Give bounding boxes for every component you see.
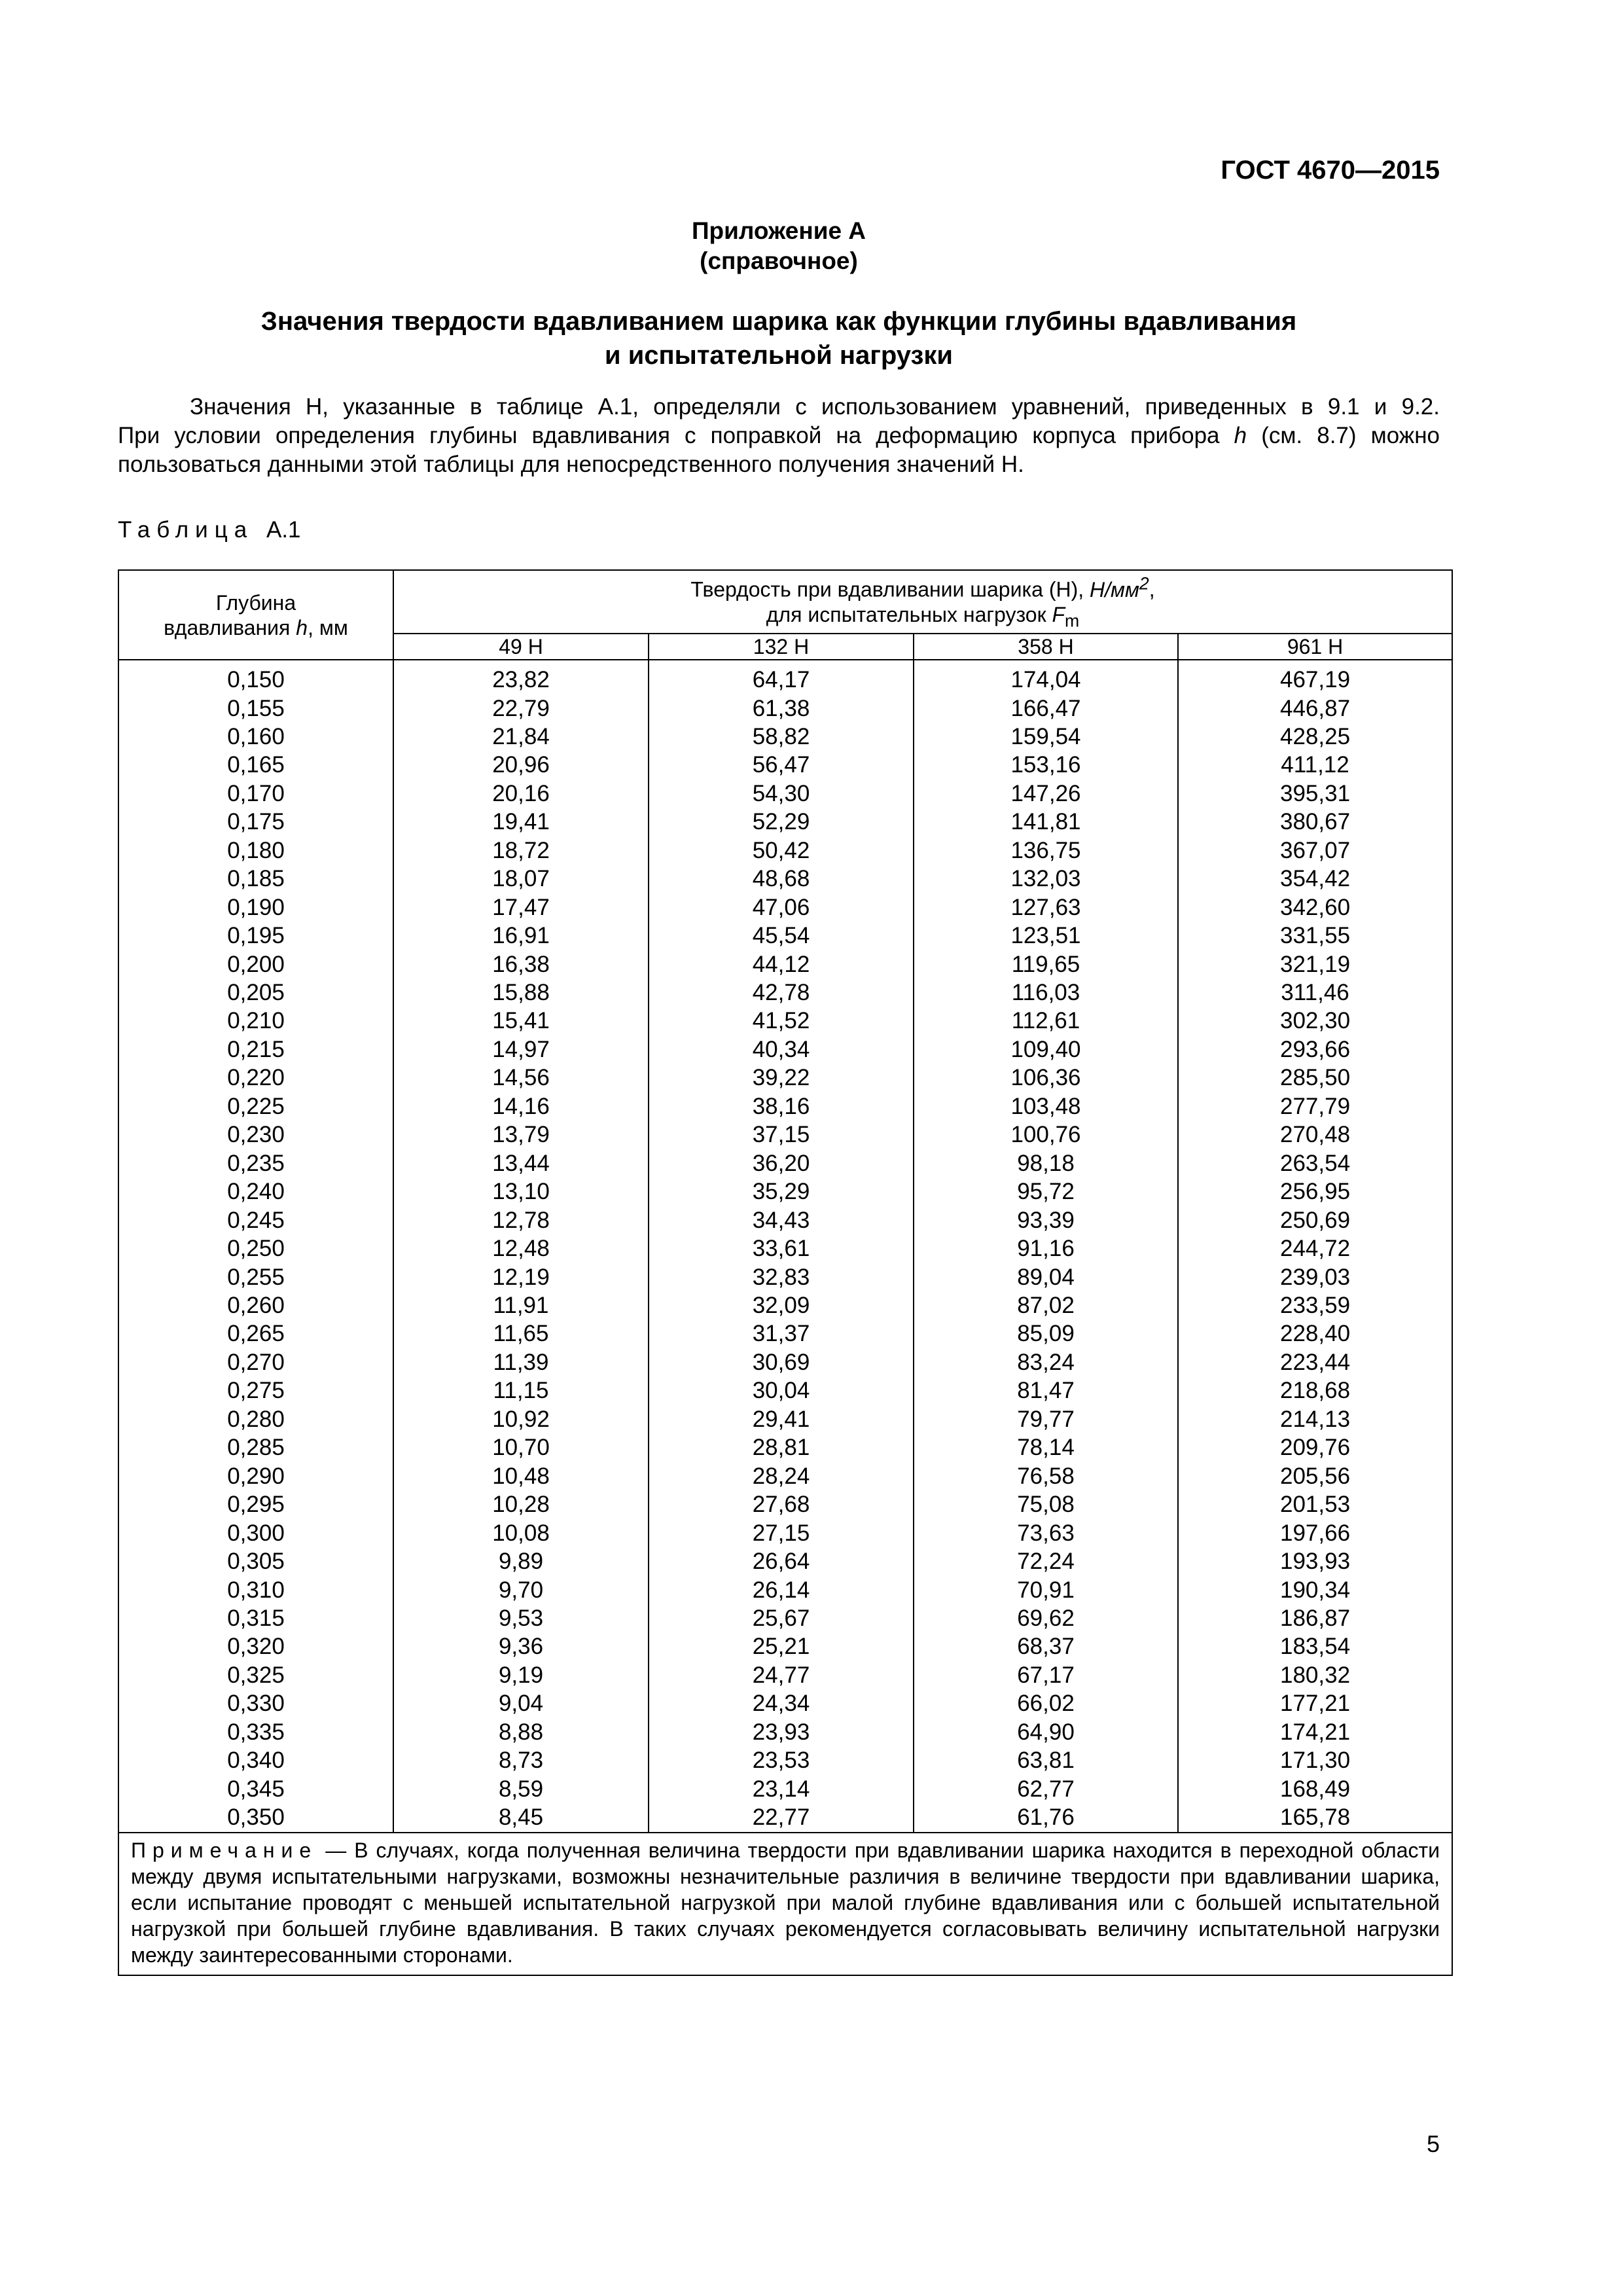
hardness-cell: 14,97	[393, 1035, 649, 1064]
hardness-cell: 159,54	[914, 723, 1178, 751]
table-row	[118, 1490, 1452, 1518]
hardness-cell: 38,16	[649, 1092, 914, 1121]
depth-cell: 0,265	[118, 1319, 393, 1348]
hardness-cell: 10,08	[393, 1519, 649, 1547]
hardness-cell: 33,61	[649, 1234, 914, 1263]
hardness-cell: 87,02	[914, 1291, 1178, 1319]
hardness-cell: 14,56	[393, 1064, 649, 1092]
hardness-cell: 214,13	[1178, 1405, 1452, 1433]
depth-cell: 0,165	[118, 751, 393, 779]
intro-paragraph	[118, 393, 1440, 479]
hardness-cell: 171,30	[1178, 1746, 1452, 1774]
depth-cell: 0,305	[118, 1547, 393, 1575]
intro-line-2	[118, 422, 1440, 450]
depth-cell: 0,175	[118, 808, 393, 836]
hardness-header-unit	[1090, 573, 1149, 601]
hardness-cell: 15,41	[393, 1007, 649, 1035]
table-row	[118, 1405, 1452, 1433]
hardness-cell: 228,40	[1178, 1319, 1452, 1348]
hardness-cell: 223,44	[1178, 1348, 1452, 1376]
hardness-cell: 168,49	[1178, 1775, 1452, 1803]
intro-line-2-start: При условии определения глубины вдавливания с поправкой на деформацию корпуса прибора	[118, 423, 1234, 448]
hardness-cell: 68,37	[914, 1632, 1178, 1660]
hardness-cell: 18,07	[393, 865, 649, 893]
depth-cell: 0,180	[118, 836, 393, 865]
hardness-cell: 15,88	[393, 978, 649, 1007]
hardness-cell: 72,24	[914, 1547, 1178, 1575]
hardness-cell: 17,47	[393, 893, 649, 922]
note-label: Примечание	[131, 1838, 318, 1862]
hardness-cell: 47,06	[649, 893, 914, 922]
hardness-cell: 16,38	[393, 950, 649, 978]
hardness-group-header	[393, 570, 1452, 634]
hardness-cell: 36,20	[649, 1149, 914, 1177]
hardness-cell: 78,14	[914, 1433, 1178, 1462]
table-row	[118, 1661, 1452, 1689]
hardness-cell: 166,47	[914, 694, 1178, 723]
table-row	[118, 1519, 1452, 1547]
table-row	[118, 1092, 1452, 1121]
hardness-cell: 103,48	[914, 1092, 1178, 1121]
hardness-cell: 186,87	[1178, 1604, 1452, 1632]
depth-cell: 0,320	[118, 1632, 393, 1660]
hardness-cell: 67,17	[914, 1661, 1178, 1689]
hardness-cell: 34,43	[649, 1206, 914, 1234]
table-row	[118, 950, 1452, 978]
hardness-cell: 193,93	[1178, 1547, 1452, 1575]
hardness-cell: 62,77	[914, 1775, 1178, 1803]
hardness-cell: 165,78	[1178, 1803, 1452, 1832]
table-row	[118, 1263, 1452, 1291]
table-caption-number: А.1	[266, 517, 301, 543]
hardness-cell: 93,39	[914, 1206, 1178, 1234]
table-row	[118, 865, 1452, 893]
hardness-cell: 13,44	[393, 1149, 649, 1177]
hardness-cell: 23,14	[649, 1775, 914, 1803]
table-row	[118, 1035, 1452, 1064]
load-header-subscript: m	[1065, 611, 1080, 631]
hardness-cell: 23,53	[649, 1746, 914, 1774]
depth-cell: 0,235	[118, 1149, 393, 1177]
table-row	[118, 1547, 1452, 1575]
hardness-cell: 180,32	[1178, 1661, 1452, 1689]
hardness-cell: 89,04	[914, 1263, 1178, 1291]
depth-cell: 0,340	[118, 1746, 393, 1774]
table-row	[118, 1121, 1452, 1149]
hardness-cell: 66,02	[914, 1689, 1178, 1717]
table-row	[118, 694, 1452, 723]
hardness-cell: 73,63	[914, 1519, 1178, 1547]
depth-cell: 0,250	[118, 1234, 393, 1263]
hardness-cell: 98,18	[914, 1149, 1178, 1177]
depth-cell: 0,160	[118, 723, 393, 751]
hardness-cell: 81,47	[914, 1376, 1178, 1405]
hardness-cell: 95,72	[914, 1177, 1178, 1206]
table-row	[118, 660, 1452, 694]
hardness-header-text: Твердость при вдавливании шарика (H),	[690, 577, 1090, 601]
hardness-cell: 9,19	[393, 1661, 649, 1689]
load-column-49: 49 Н	[393, 634, 649, 660]
depth-cell: 0,240	[118, 1177, 393, 1206]
hardness-cell: 380,67	[1178, 808, 1452, 836]
hardness-cell: 25,21	[649, 1632, 914, 1660]
hardness-cell: 250,69	[1178, 1206, 1452, 1234]
table-row	[118, 1689, 1452, 1717]
hardness-cell: 48,68	[649, 865, 914, 893]
hardness-cell: 32,09	[649, 1291, 914, 1319]
hardness-cell: 112,61	[914, 1007, 1178, 1035]
depth-header-line-1: Глубина	[215, 590, 296, 615]
hardness-cell: 183,54	[1178, 1632, 1452, 1660]
hardness-cell: 70,91	[914, 1576, 1178, 1604]
depth-cell: 0,290	[118, 1462, 393, 1490]
hardness-cell: 56,47	[649, 751, 914, 779]
hardness-cell: 10,92	[393, 1405, 649, 1433]
hardness-cell: 321,19	[1178, 950, 1452, 978]
hardness-cell: 26,64	[649, 1547, 914, 1575]
hardness-table	[118, 569, 1453, 1976]
hardness-cell: 16,91	[393, 922, 649, 950]
hardness-cell: 218,68	[1178, 1376, 1452, 1405]
hardness-cell: 106,36	[914, 1064, 1178, 1092]
depth-cell: 0,220	[118, 1064, 393, 1092]
hardness-cell: 26,14	[649, 1576, 914, 1604]
hardness-cell: 8,88	[393, 1718, 649, 1746]
hardness-cell: 85,09	[914, 1319, 1178, 1348]
table-row	[118, 1007, 1452, 1035]
depth-cell: 0,195	[118, 922, 393, 950]
depth-cell: 0,185	[118, 865, 393, 893]
hardness-cell: 28,81	[649, 1433, 914, 1462]
load-header-f-symbol: F	[1052, 602, 1065, 626]
depth-cell: 0,300	[118, 1519, 393, 1547]
hardness-cell: 39,22	[649, 1064, 914, 1092]
hardness-cell: 52,29	[649, 808, 914, 836]
intro-line-2-end: (см. 8.7) можно	[1247, 423, 1440, 448]
hardness-cell: 58,82	[649, 723, 914, 751]
hardness-cell: 331,55	[1178, 922, 1452, 950]
table-caption	[118, 514, 301, 547]
table-row	[118, 1803, 1452, 1832]
depth-cell: 0,335	[118, 1718, 393, 1746]
hardness-cell: 205,56	[1178, 1462, 1452, 1490]
hardness-unit-superscript: 2	[1139, 573, 1149, 593]
table-body	[118, 660, 1452, 1833]
load-column-961: 961 Н	[1178, 634, 1452, 660]
hardness-cell: 354,42	[1178, 865, 1452, 893]
hardness-cell: 40,34	[649, 1035, 914, 1064]
table-row	[118, 751, 1452, 779]
table-caption-word: Таблица	[118, 517, 254, 543]
hardness-cell: 367,07	[1178, 836, 1452, 865]
hardness-header-line-2	[394, 602, 1452, 633]
hardness-cell: 75,08	[914, 1490, 1178, 1518]
table-row	[118, 1718, 1452, 1746]
depth-cell: 0,275	[118, 1376, 393, 1405]
hardness-cell: 25,67	[649, 1604, 914, 1632]
hardness-cell: 270,48	[1178, 1121, 1452, 1149]
table-row	[118, 1177, 1452, 1206]
hardness-cell: 174,21	[1178, 1718, 1452, 1746]
table-row	[118, 808, 1452, 836]
section-title-line-2: и испытательной нагрузки	[604, 341, 953, 370]
hardness-cell: 12,48	[393, 1234, 649, 1263]
hardness-cell: 27,15	[649, 1519, 914, 1547]
hardness-cell: 9,04	[393, 1689, 649, 1717]
hardness-cell: 127,63	[914, 893, 1178, 922]
hardness-cell: 8,59	[393, 1775, 649, 1803]
hardness-cell: 13,10	[393, 1177, 649, 1206]
hardness-cell: 132,03	[914, 865, 1178, 893]
appendix-title: Приложение А	[691, 217, 866, 244]
hardness-cell: 197,66	[1178, 1519, 1452, 1547]
hardness-cell: 19,41	[393, 808, 649, 836]
depth-cell: 0,230	[118, 1121, 393, 1149]
table-row	[118, 1462, 1452, 1490]
hardness-cell: 10,28	[393, 1490, 649, 1518]
depth-cell: 0,345	[118, 1775, 393, 1803]
hardness-cell: 190,34	[1178, 1576, 1452, 1604]
hardness-cell: 10,70	[393, 1433, 649, 1462]
table-row	[118, 1291, 1452, 1319]
hardness-cell: 30,69	[649, 1348, 914, 1376]
load-column-358: 358 Н	[914, 634, 1178, 660]
hardness-cell: 395,31	[1178, 780, 1452, 808]
depth-cell: 0,310	[118, 1576, 393, 1604]
hardness-header-line-1	[394, 571, 1452, 602]
hardness-cell: 23,82	[393, 660, 649, 694]
document-code: ГОСТ 4670—2015	[1221, 156, 1440, 185]
hardness-cell: 32,83	[649, 1263, 914, 1291]
section-title-line-1: Значения твердости вдавливанием шарика как функции глубины вдавливания	[260, 307, 1297, 336]
hardness-cell: 11,15	[393, 1376, 649, 1405]
hardness-cell: 233,59	[1178, 1291, 1452, 1319]
hardness-cell: 293,66	[1178, 1035, 1452, 1064]
hardness-cell: 201,53	[1178, 1490, 1452, 1518]
hardness-cell: 10,48	[393, 1462, 649, 1490]
hardness-cell: 22,77	[649, 1803, 914, 1832]
table-row	[118, 978, 1452, 1007]
hardness-cell: 91,16	[914, 1234, 1178, 1263]
hardness-cell: 9,53	[393, 1604, 649, 1632]
hardness-cell: 109,40	[914, 1035, 1178, 1064]
table-row	[118, 723, 1452, 751]
depth-cell: 0,315	[118, 1604, 393, 1632]
hardness-cell: 22,79	[393, 694, 649, 723]
hardness-cell: 244,72	[1178, 1234, 1452, 1263]
hardness-unit-text: Н/мм	[1090, 577, 1139, 601]
hardness-cell: 42,78	[649, 978, 914, 1007]
hardness-cell: 83,24	[914, 1348, 1178, 1376]
hardness-cell: 302,30	[1178, 1007, 1452, 1035]
note-text: — В случаях, когда полученная величина твердости при вдавливании шарика находится в переходной области между двумя испытательными нагрузками, возможны незначительные различия в величине твердости при вдавливании шарика, если испытание проводят с меньшей испытательной нагрузкой при малой глубине вдавливания или с большей испытательной нагрузкой при большей глубине вдавливания. В таких случаях рекомендуется согласовывать величину испытательной нагрузки между заинтересованными сторонами.	[131, 1838, 1440, 1967]
table-row	[118, 893, 1452, 922]
depth-header-text: вдавливания	[164, 615, 296, 639]
hardness-cell: 76,58	[914, 1462, 1178, 1490]
hardness-cell: 147,26	[914, 780, 1178, 808]
hardness-cell: 256,95	[1178, 1177, 1452, 1206]
depth-cell: 0,270	[118, 1348, 393, 1376]
hardness-cell: 44,12	[649, 950, 914, 978]
table-row	[118, 1775, 1452, 1803]
depth-cell: 0,205	[118, 978, 393, 1007]
table-row	[118, 1149, 1452, 1177]
hardness-cell: 285,50	[1178, 1064, 1452, 1092]
hardness-cell: 45,54	[649, 922, 914, 950]
depth-cell: 0,280	[118, 1405, 393, 1433]
hardness-cell: 30,04	[649, 1376, 914, 1405]
hardness-cell: 239,03	[1178, 1263, 1452, 1291]
hardness-cell: 119,65	[914, 950, 1178, 978]
hardness-cell: 411,12	[1178, 751, 1452, 779]
table-row	[118, 922, 1452, 950]
hardness-cell: 100,76	[914, 1121, 1178, 1149]
hardness-cell: 35,29	[649, 1177, 914, 1206]
table-row	[118, 836, 1452, 865]
depth-cell: 0,325	[118, 1661, 393, 1689]
hardness-cell: 12,19	[393, 1263, 649, 1291]
table-row	[118, 1746, 1452, 1774]
hardness-cell: 9,89	[393, 1547, 649, 1575]
table-row	[118, 780, 1452, 808]
hardness-cell: 14,16	[393, 1092, 649, 1121]
intro-line-3: пользоваться данными этой таблицы для непосредственного получения значений H.	[118, 452, 1024, 477]
intro-h-symbol: h	[1234, 423, 1247, 448]
hardness-cell: 54,30	[649, 780, 914, 808]
hardness-cell: 29,41	[649, 1405, 914, 1433]
depth-header-line-2	[119, 615, 393, 640]
page-number: 5	[1426, 2130, 1440, 2157]
hardness-cell: 18,72	[393, 836, 649, 865]
depth-cell: 0,150	[118, 660, 393, 694]
hardness-cell: 446,87	[1178, 694, 1452, 723]
hardness-cell: 61,38	[649, 694, 914, 723]
hardness-cell: 153,16	[914, 751, 1178, 779]
hardness-cell: 277,79	[1178, 1092, 1452, 1121]
depth-cell: 0,295	[118, 1490, 393, 1518]
table-row	[118, 1604, 1452, 1632]
hardness-cell: 37,15	[649, 1121, 914, 1149]
hardness-cell: 13,79	[393, 1121, 649, 1149]
appendix-heading	[0, 216, 1558, 276]
load-column-132: 132 Н	[649, 634, 914, 660]
hardness-cell: 24,77	[649, 1661, 914, 1689]
depth-cell: 0,210	[118, 1007, 393, 1035]
hardness-cell: 467,19	[1178, 660, 1452, 694]
depth-cell: 0,170	[118, 780, 393, 808]
hardness-cell: 28,24	[649, 1462, 914, 1490]
depth-cell: 0,190	[118, 893, 393, 922]
depth-cell: 0,215	[118, 1035, 393, 1064]
hardness-cell: 50,42	[649, 836, 914, 865]
table-row	[118, 1206, 1452, 1234]
depth-cell: 0,260	[118, 1291, 393, 1319]
hardness-cell: 63,81	[914, 1746, 1178, 1774]
hardness-cell: 174,04	[914, 660, 1178, 694]
hardness-cell: 9,36	[393, 1632, 649, 1660]
hardness-cell: 177,21	[1178, 1689, 1452, 1717]
hardness-cell: 11,39	[393, 1348, 649, 1376]
hardness-cell: 11,91	[393, 1291, 649, 1319]
table-row	[118, 1348, 1452, 1376]
hardness-cell: 64,17	[649, 660, 914, 694]
depth-cell: 0,330	[118, 1689, 393, 1717]
hardness-cell: 24,34	[649, 1689, 914, 1717]
hardness-header-comma: ,	[1149, 577, 1155, 601]
table-row	[118, 1376, 1452, 1405]
depth-cell: 0,155	[118, 694, 393, 723]
depth-header-unit: , мм	[308, 615, 348, 639]
hardness-cell: 342,60	[1178, 893, 1452, 922]
hardness-cell: 23,93	[649, 1718, 914, 1746]
hardness-cell: 141,81	[914, 808, 1178, 836]
table-row	[118, 1576, 1452, 1604]
load-header-text: для испытательных нагрузок	[766, 602, 1052, 626]
depth-cell: 0,225	[118, 1092, 393, 1121]
hardness-cell: 20,16	[393, 780, 649, 808]
hardness-cell: 69,62	[914, 1604, 1178, 1632]
hardness-cell: 8,73	[393, 1746, 649, 1774]
hardness-cell: 20,96	[393, 751, 649, 779]
hardness-cell: 8,45	[393, 1803, 649, 1832]
hardness-cell: 64,90	[914, 1718, 1178, 1746]
appendix-type: (справочное)	[700, 247, 858, 274]
hardness-cell: 428,25	[1178, 723, 1452, 751]
depth-cell: 0,245	[118, 1206, 393, 1234]
hardness-cell: 263,54	[1178, 1149, 1452, 1177]
table-row	[118, 1064, 1452, 1092]
hardness-cell: 116,03	[914, 978, 1178, 1007]
depth-header-h-symbol: h	[296, 615, 308, 639]
depth-cell: 0,255	[118, 1263, 393, 1291]
depth-cell: 0,285	[118, 1433, 393, 1462]
hardness-cell: 79,77	[914, 1405, 1178, 1433]
hardness-cell: 9,70	[393, 1576, 649, 1604]
hardness-cell: 31,37	[649, 1319, 914, 1348]
hardness-cell: 136,75	[914, 836, 1178, 865]
hardness-cell: 41,52	[649, 1007, 914, 1035]
hardness-cell: 21,84	[393, 723, 649, 751]
hardness-cell: 311,46	[1178, 978, 1452, 1007]
section-title	[0, 304, 1558, 372]
intro-line-1: Значения H, указанные в таблице А.1, определяли с использованием уравнений, приведенных в 9.1 и 9.2.	[190, 394, 1440, 420]
depth-column-header	[118, 570, 393, 660]
table-row	[118, 1319, 1452, 1348]
depth-cell: 0,200	[118, 950, 393, 978]
table-note	[118, 1833, 1452, 1975]
table-row	[118, 1433, 1452, 1462]
hardness-cell: 209,76	[1178, 1433, 1452, 1462]
hardness-cell: 123,51	[914, 922, 1178, 950]
hardness-cell: 11,65	[393, 1319, 649, 1348]
hardness-cell: 61,76	[914, 1803, 1178, 1832]
table-row	[118, 1234, 1452, 1263]
table-row	[118, 1632, 1452, 1660]
depth-cell: 0,350	[118, 1803, 393, 1832]
hardness-cell: 12,78	[393, 1206, 649, 1234]
hardness-cell: 27,68	[649, 1490, 914, 1518]
